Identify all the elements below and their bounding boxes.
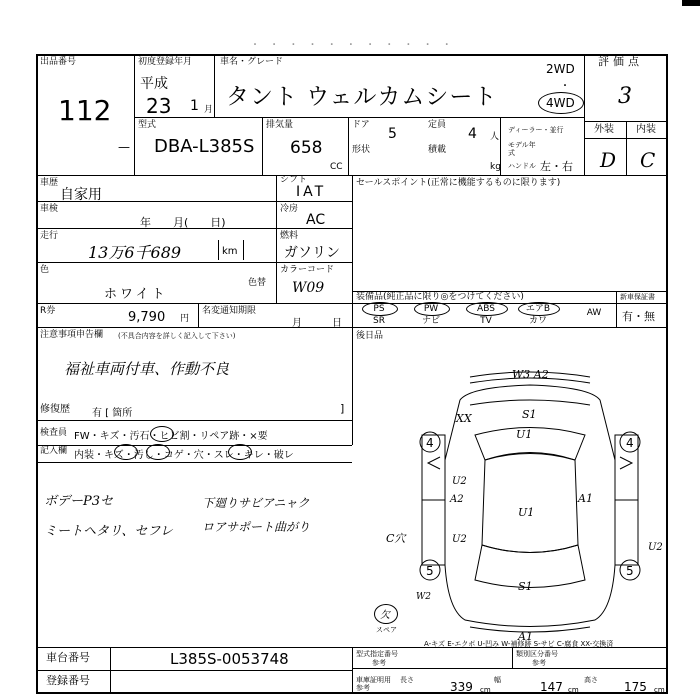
repair-label: 修復歴	[40, 404, 70, 415]
mark-wheel-fr: 4	[626, 436, 634, 450]
mark-a1r: A1	[578, 492, 593, 505]
repair-close: ]	[340, 402, 345, 415]
inspector-mark-1	[150, 426, 174, 442]
mark-a1b: A1	[518, 630, 533, 643]
mileage-label: 走行	[40, 231, 59, 241]
height-label: 高さ	[584, 676, 598, 684]
warranty-label: 新車保証書	[620, 293, 655, 301]
car-name-label: 車名・グレード	[220, 57, 284, 67]
score-value: 3	[618, 84, 632, 109]
handnote-right-2: ロアサポート曲がり	[202, 520, 311, 534]
equipment-aw: AW	[586, 308, 602, 318]
width-label: 幅	[494, 676, 501, 684]
mark-top: W3 A2	[512, 368, 549, 381]
color-change-label: 色替	[248, 278, 267, 288]
inspector-mark-4	[228, 444, 252, 460]
equipment-tv: TV	[480, 316, 492, 326]
length-unit: cm	[480, 686, 491, 694]
mark-wheel-rl: 5	[426, 564, 434, 578]
repair-value: 有 [ 箇所	[92, 408, 133, 419]
mark-wheel-rr: 5	[626, 564, 634, 578]
fuel-label: 燃料	[280, 231, 299, 241]
drive-4wd-circle	[538, 92, 584, 114]
reg-month: 1	[190, 98, 199, 114]
score-label: 評価点	[598, 55, 643, 68]
shift-value: IAT	[296, 184, 327, 200]
tax-value: 9,790	[128, 310, 166, 325]
handle-label: ハンドル	[508, 162, 536, 170]
lot-label: 出品番号	[40, 57, 77, 67]
tax-label: R券	[40, 306, 56, 316]
height-value: 175	[624, 680, 647, 694]
mark-s1b: S1	[518, 580, 533, 593]
mark-c-hole: C穴	[386, 532, 406, 545]
warranty-value: 有・無	[622, 310, 655, 323]
mark-u2b: U2	[452, 534, 467, 545]
damage-legend: A-キズ E-エクボ U-凹み W-補修跡 S-サビ C-腐食 XX-交換済	[424, 640, 614, 648]
dealer-label: ディーラー・並行	[508, 126, 564, 134]
shape-label: 形状	[352, 145, 371, 155]
class-num-ref: 参考	[532, 659, 546, 667]
color-code-value: W09	[292, 280, 325, 296]
color-label: 色	[40, 265, 50, 275]
mark-s1: S1	[522, 408, 537, 421]
notice-label: 名変通知期限	[202, 306, 257, 316]
class-num-label: 類別区分番号	[516, 650, 558, 658]
handnote-right-1: 下廻りサビアニャク	[202, 496, 310, 510]
first-reg-label: 初度登録年月	[138, 57, 193, 67]
faint-title: ・ ・ ・ ・ ・ ・ ・ ・ ・ ・ ・	[250, 40, 455, 51]
fuel-value: ガソリン	[284, 245, 340, 261]
drive-2wd: 2WD	[546, 62, 575, 76]
tax-unit: 円	[180, 314, 190, 324]
drive-dot: ・	[560, 81, 570, 92]
inspector-row-2: 内装・キズ・汚し・コゲ・穴・スレ・キレ・破レ	[74, 450, 294, 461]
inspector-label-1: 検査員	[40, 428, 68, 438]
cooling-label: 冷房	[280, 204, 299, 214]
selling-points-label: セールスポイント(正常に機能するものに限ります)	[356, 178, 561, 188]
load-label: 積載	[428, 145, 447, 155]
inspection-label: 車検	[40, 204, 59, 214]
interior-grade: C	[640, 148, 656, 172]
type-num-ref: 参考	[372, 659, 386, 667]
handnote-left-2: ミートヘタリ、セフレ	[44, 524, 173, 539]
mileage-unit: km	[222, 246, 238, 257]
garage-cert-label: 車庫証明用参考	[356, 676, 391, 692]
equipment-ps: PS	[373, 304, 385, 314]
height-unit: cm	[654, 686, 665, 694]
inspection-value: 年 月( 日)	[140, 216, 226, 229]
handnote-left-1: ボデーP3セ	[44, 494, 114, 509]
inspector-mark-3	[146, 444, 170, 460]
type-num-label: 型式指定番号	[356, 650, 398, 658]
chassis-label: 車台番号	[46, 651, 90, 664]
displacement-value: 658	[290, 138, 323, 158]
capacity-value: 4	[468, 126, 477, 142]
car-name: タント ウェルカムシート	[226, 84, 498, 110]
equipment-abs: ABS	[477, 304, 495, 314]
capacity-unit: 人	[490, 132, 500, 142]
history-value: 自家用	[60, 187, 102, 203]
exterior-label: 外装	[594, 124, 614, 135]
doors-label: ドア	[352, 120, 370, 130]
color-code-label: カラーコード	[280, 265, 335, 275]
corner-mark	[682, 0, 700, 6]
handle-value: 左・右	[540, 160, 573, 173]
model-year-label: モデル年式	[508, 141, 536, 157]
inspector-label-2: 記入欄	[40, 446, 68, 456]
load-unit: kg	[490, 162, 501, 172]
exterior-grade: D	[600, 148, 617, 172]
color-value: ホワイト	[104, 287, 168, 302]
mark-xx: XX	[456, 412, 472, 425]
interior-label: 内装	[636, 124, 656, 135]
length-label: 長さ	[400, 676, 414, 684]
notes-sublabel: (不具合内容を詳しく記入して下さい)	[118, 332, 236, 340]
mark-u2a: U2	[452, 476, 467, 487]
notice-value: 月 日	[292, 318, 342, 329]
doors-value: 5	[388, 126, 397, 142]
car-diagram	[400, 365, 670, 645]
spare-label: スペア	[376, 626, 397, 634]
history-label: 車歴	[40, 178, 59, 188]
capacity-label: 定員	[428, 120, 447, 130]
inspector-mark-2	[114, 444, 138, 460]
equipment-pw: PW	[423, 304, 439, 314]
length-value: 339	[450, 680, 473, 694]
model-value: DBA-L385S	[154, 136, 255, 157]
mark-wheel-fl: 4	[426, 436, 434, 450]
mark-a2: A2	[450, 494, 464, 505]
chassis-value: L385S-0053748	[170, 650, 289, 668]
drive-4wd: 4WD	[546, 96, 575, 110]
mark-w2: W2	[416, 592, 431, 602]
lot-dash: —	[118, 140, 130, 154]
mark-u1a: U1	[516, 428, 533, 441]
width-value: 147	[540, 680, 563, 694]
width-unit: cm	[568, 686, 579, 694]
mileage-value: 13万6千689	[88, 243, 182, 262]
cooling-value: AC	[306, 212, 326, 228]
equipment-navi: ナビ	[421, 316, 440, 326]
equipment-airbag: エアB	[525, 304, 551, 314]
equipment-leather: カワ	[528, 316, 547, 326]
model-label: 型式	[138, 120, 157, 130]
lot-number: 112	[58, 94, 112, 127]
mark-u2r: U2	[648, 542, 663, 553]
displacement-unit: CC	[330, 162, 343, 172]
shift-label: シフト	[280, 175, 308, 185]
reg-era: 平成	[140, 76, 168, 92]
displacement-label: 排気量	[266, 120, 294, 130]
reg-month-unit: 月	[204, 105, 214, 115]
mark-u1b: U1	[518, 506, 535, 519]
equipment-label: 装備品(純正品に限り◎をつけてください)	[356, 292, 524, 302]
retrofit-label: 後日品	[356, 331, 384, 341]
notes-label: 注意事項申告欄	[40, 330, 104, 340]
equipment-sr: SR	[373, 316, 385, 326]
reg-number-label: 登録番号	[46, 674, 90, 687]
notes-text: 福祉車両付車、作動不良	[64, 360, 230, 378]
spare-mark: 欠	[380, 610, 390, 621]
reg-year: 23	[146, 94, 172, 118]
inspector-row-1: FW・キズ・汚石・ヒビ割・リペア跡・×要	[74, 431, 268, 442]
